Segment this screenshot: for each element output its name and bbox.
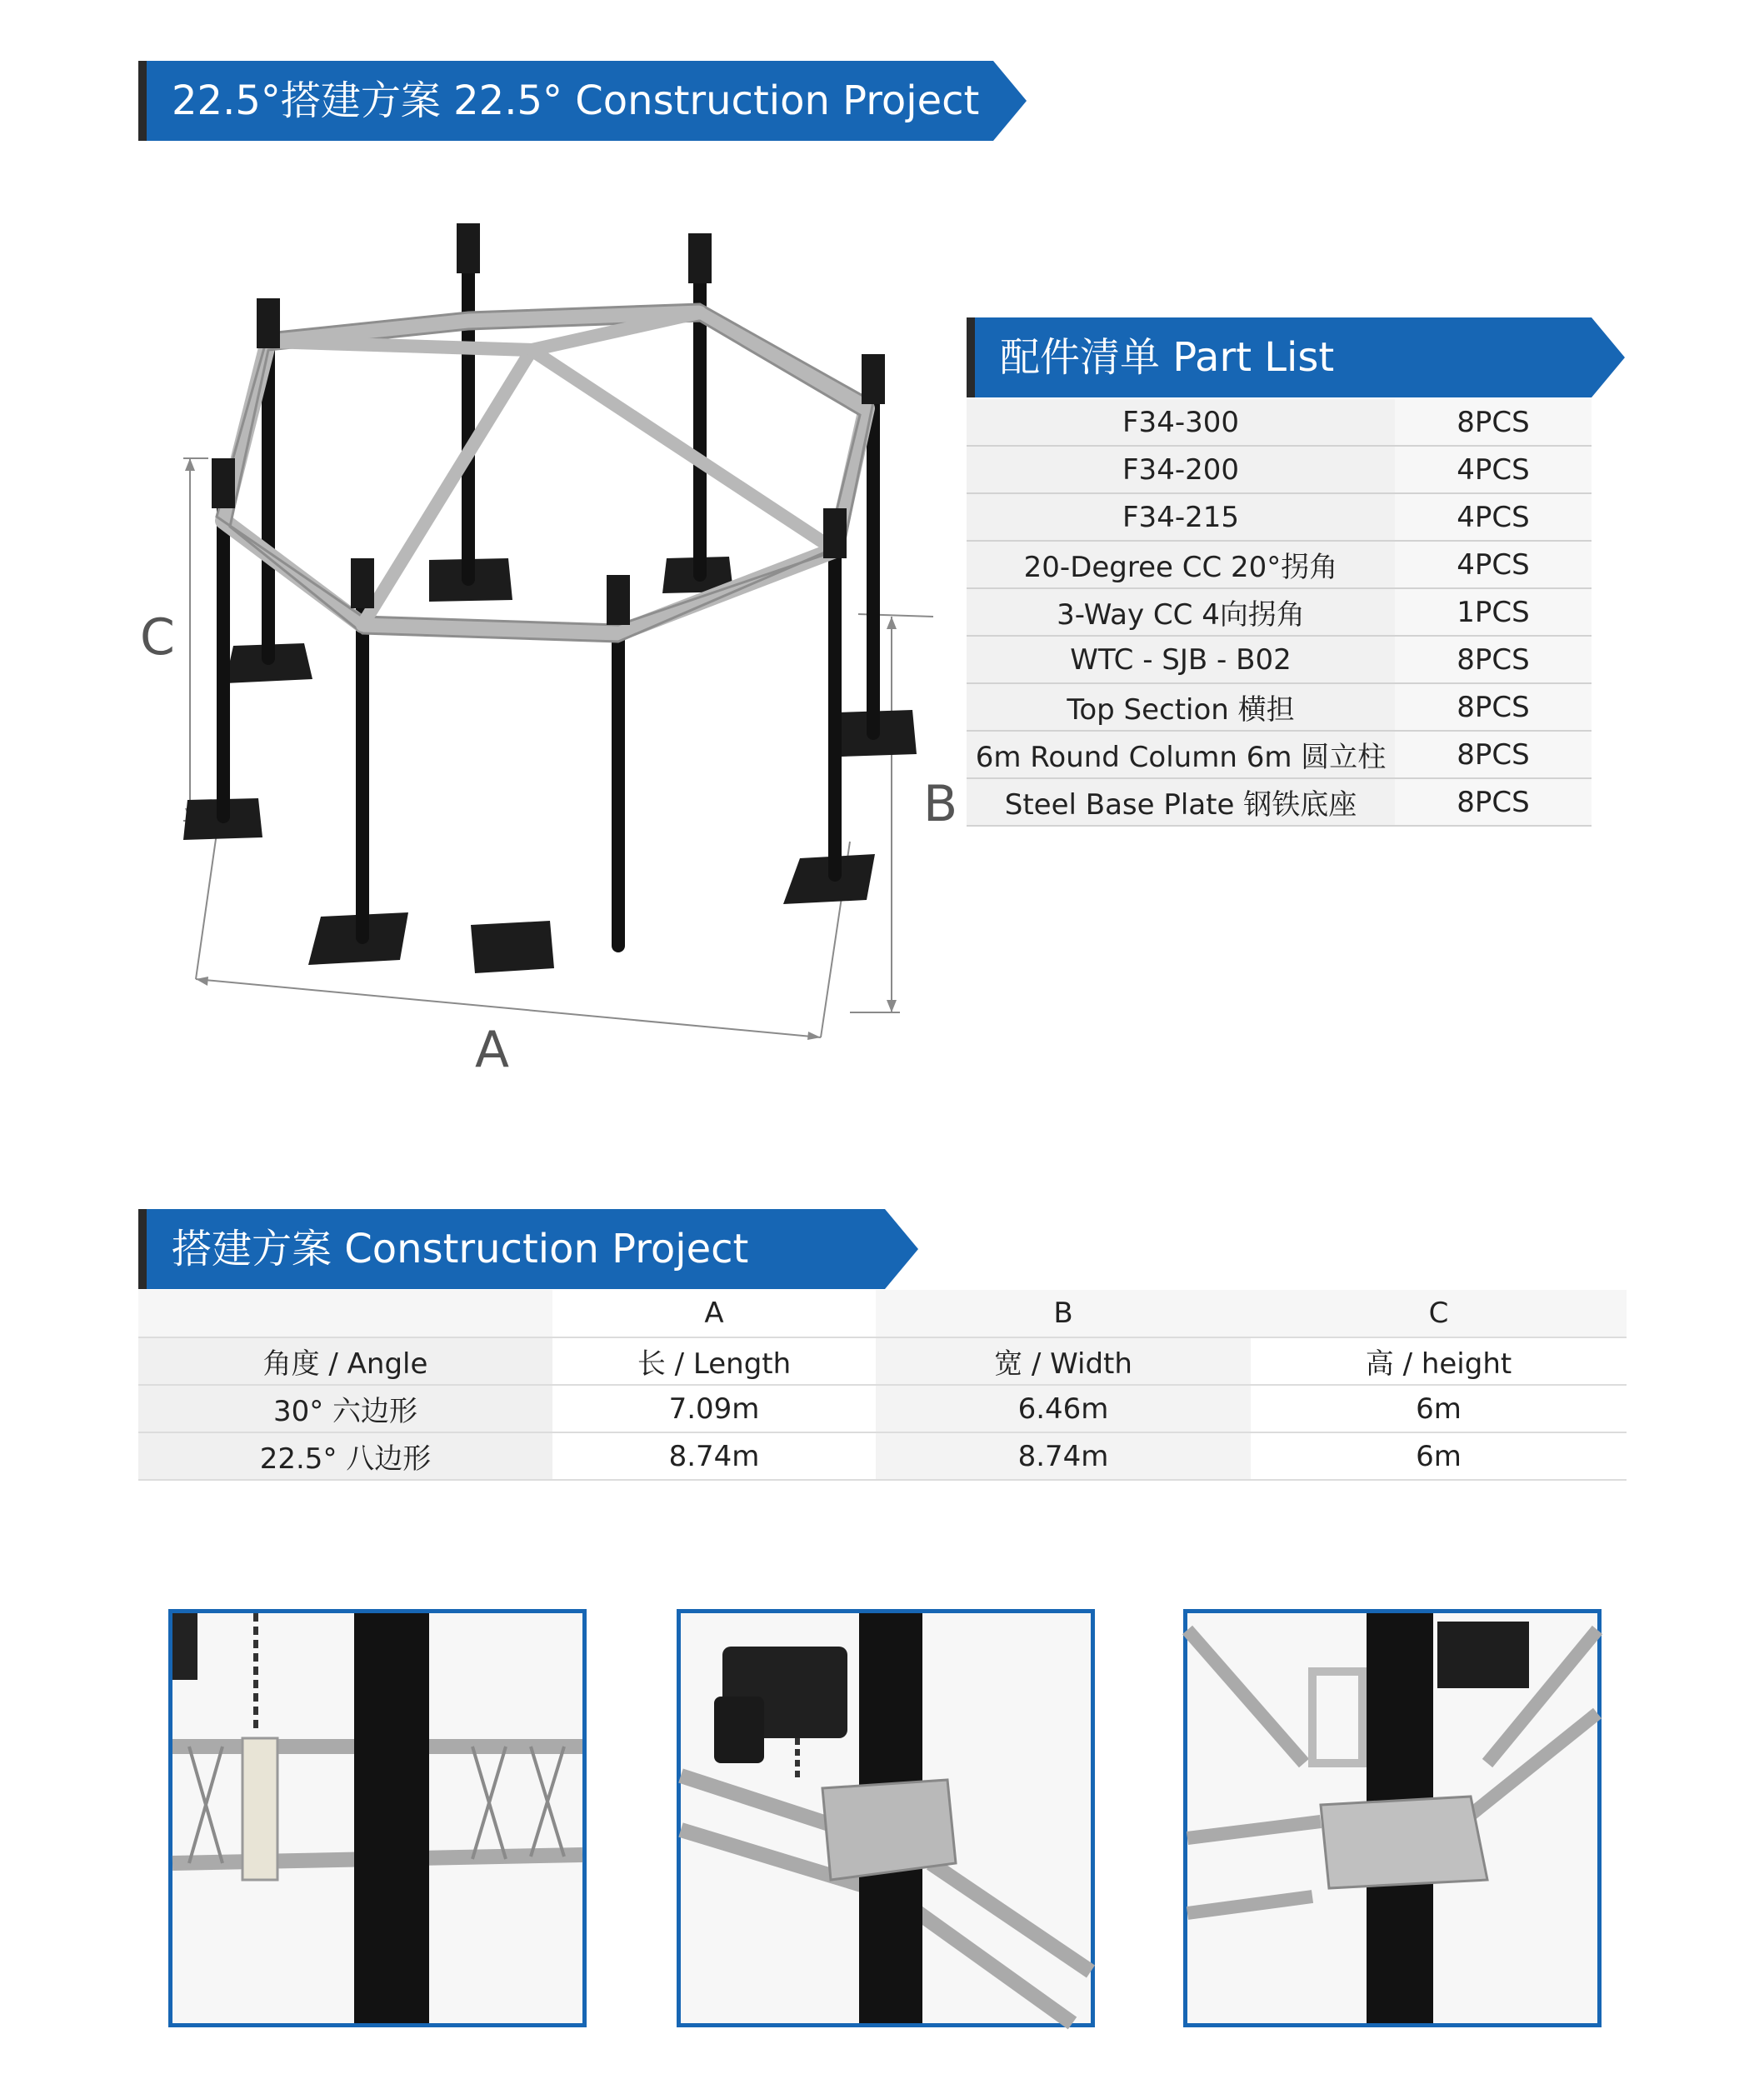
part-name: 20-Degree CC 20°拐角 (967, 541, 1395, 588)
photo-top-section-corner-detail (1183, 1609, 1602, 2027)
part-qty: 4PCS (1395, 446, 1592, 493)
photo-illustration (1187, 1613, 1597, 2023)
section-banner-top (138, 61, 1027, 141)
header-cell: 宽 / Width (876, 1337, 1251, 1385)
table-cell: 22.5° 八边形 (138, 1432, 552, 1480)
table-row (138, 1385, 1627, 1432)
section-banner-construction (138, 1209, 918, 1289)
table-row (967, 446, 1592, 493)
truss-structure-diagram (133, 200, 958, 1079)
part-name: F34-300 (967, 399, 1395, 446)
letter-cell (138, 1290, 552, 1337)
table-row (138, 1432, 1627, 1480)
photo-hoist-clamp-detail (168, 1609, 587, 2027)
part-qty: 8PCS (1395, 778, 1592, 826)
table-row (967, 731, 1592, 778)
table-row (967, 636, 1592, 683)
part-name: F34-215 (967, 493, 1395, 541)
table-cell: 8.74m (876, 1432, 1251, 1480)
part-qty: 8PCS (1395, 731, 1592, 778)
photo-illustration (681, 1613, 1091, 2023)
part-list-table (967, 399, 1592, 827)
photo-illustration (172, 1613, 582, 2023)
table-row (967, 683, 1592, 731)
banner-title: 配件清单 Part List (1000, 334, 1335, 381)
photo-motor-hoist-corner-detail (677, 1609, 1095, 2027)
banner-title: 22.5°搭建方案 22.5° Construction Project (172, 77, 980, 124)
letter-cell: C (1251, 1290, 1627, 1337)
table-row (967, 588, 1592, 636)
table-cell: 6.46m (876, 1385, 1251, 1432)
part-qty: 8PCS (1395, 399, 1592, 446)
base-plates (183, 557, 917, 973)
part-name: Top Section 横担 (967, 683, 1395, 731)
dimension-label-a: A (475, 1021, 510, 1079)
part-name: F34-200 (967, 446, 1395, 493)
table-cell: 8.74m (552, 1432, 876, 1480)
header-cell: 高 / height (1251, 1337, 1627, 1385)
table-cell: 6m (1251, 1432, 1627, 1480)
section-banner-parts (967, 317, 1625, 397)
table-row (967, 399, 1592, 446)
table-row (967, 778, 1592, 826)
table-header-row (138, 1337, 1627, 1385)
table-cell: 6m (1251, 1385, 1627, 1432)
table-cell: 7.09m (552, 1385, 876, 1432)
part-qty: 4PCS (1395, 493, 1592, 541)
construction-table (138, 1290, 1627, 1481)
part-name: Steel Base Plate 钢铁底座 (967, 778, 1395, 826)
dimension-label-b: B (923, 775, 958, 833)
banner-title: 搭建方案 Construction Project (172, 1226, 749, 1272)
dimension-label-c: C (140, 608, 175, 667)
part-qty: 8PCS (1395, 683, 1592, 731)
letter-cell: B (876, 1290, 1251, 1337)
header-cell: 长 / Length (552, 1337, 876, 1385)
table-letter-row (138, 1290, 1627, 1337)
table-row (967, 541, 1592, 588)
part-name: WTC - SJB - B02 (967, 636, 1395, 683)
part-qty: 4PCS (1395, 541, 1592, 588)
letter-cell: A (552, 1290, 876, 1337)
part-name: 3-Way CC 4向拐角 (967, 588, 1395, 636)
table-row (967, 493, 1592, 541)
part-qty: 1PCS (1395, 588, 1592, 636)
part-qty: 8PCS (1395, 636, 1592, 683)
part-name: 6m Round Column 6m 圆立柱 (967, 731, 1395, 778)
header-cell: 角度 / Angle (138, 1337, 552, 1385)
table-cell: 30° 六边形 (138, 1385, 552, 1432)
